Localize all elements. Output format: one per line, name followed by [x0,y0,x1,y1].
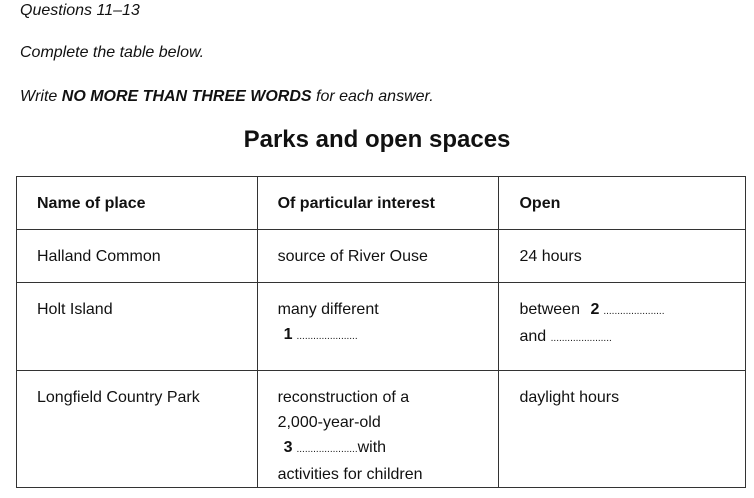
cell-open: daylight hours [499,371,746,488]
parks-table [16,176,746,488]
open-text: and [519,328,547,345]
instruction-text: for each answer. [311,88,434,105]
interest-text: many different [277,301,379,318]
blank-line: ...................... [296,444,358,455]
cell-place: Holt Island [17,283,258,371]
interest-text: with [357,439,387,456]
cell-interest: source of River Ouse [257,230,499,283]
blank-line: ...................... [603,306,665,317]
open-text: between [519,301,580,318]
instruction-word-limit [20,88,434,106]
table-row [17,371,746,488]
table-row [17,230,746,283]
table-header-row [17,177,746,230]
question-number: 1 [283,326,293,343]
cell-interest [257,283,499,371]
table-row [17,283,746,371]
interest-text: reconstruction of a [277,389,410,406]
answer-gap-2[interactable] [519,297,735,324]
question-number: 3 [283,439,293,456]
cell-interest [257,371,499,488]
interest-text: activities for children [277,466,423,483]
instruction-emphasis: NO MORE THAN THREE WORDS [61,88,312,105]
blank-line: ...................... [296,331,358,342]
header-open: Open [499,177,746,230]
cell-place: Longfield Country Park [17,371,258,488]
instruction-text: Write [20,88,62,105]
answer-gap-3[interactable] [278,435,489,462]
cell-open: 24 hours [499,230,746,283]
instruction-complete: Complete the table below. [20,44,205,61]
questions-heading: Questions 11–13 [20,2,140,19]
header-of-particular-interest: Of particular interest [257,177,499,230]
blank-line: ...................... [550,333,612,344]
cell-place: Halland Common [17,230,258,283]
answer-gap-2b[interactable] [519,324,735,351]
interest-text: 2,000-year-old [277,414,381,431]
cell-open [499,283,746,371]
header-name-of-place: Name of place [17,177,258,230]
question-number: 2 [590,301,600,318]
answer-gap-1[interactable] [278,322,489,349]
table-title: Parks and open spaces [243,126,511,153]
